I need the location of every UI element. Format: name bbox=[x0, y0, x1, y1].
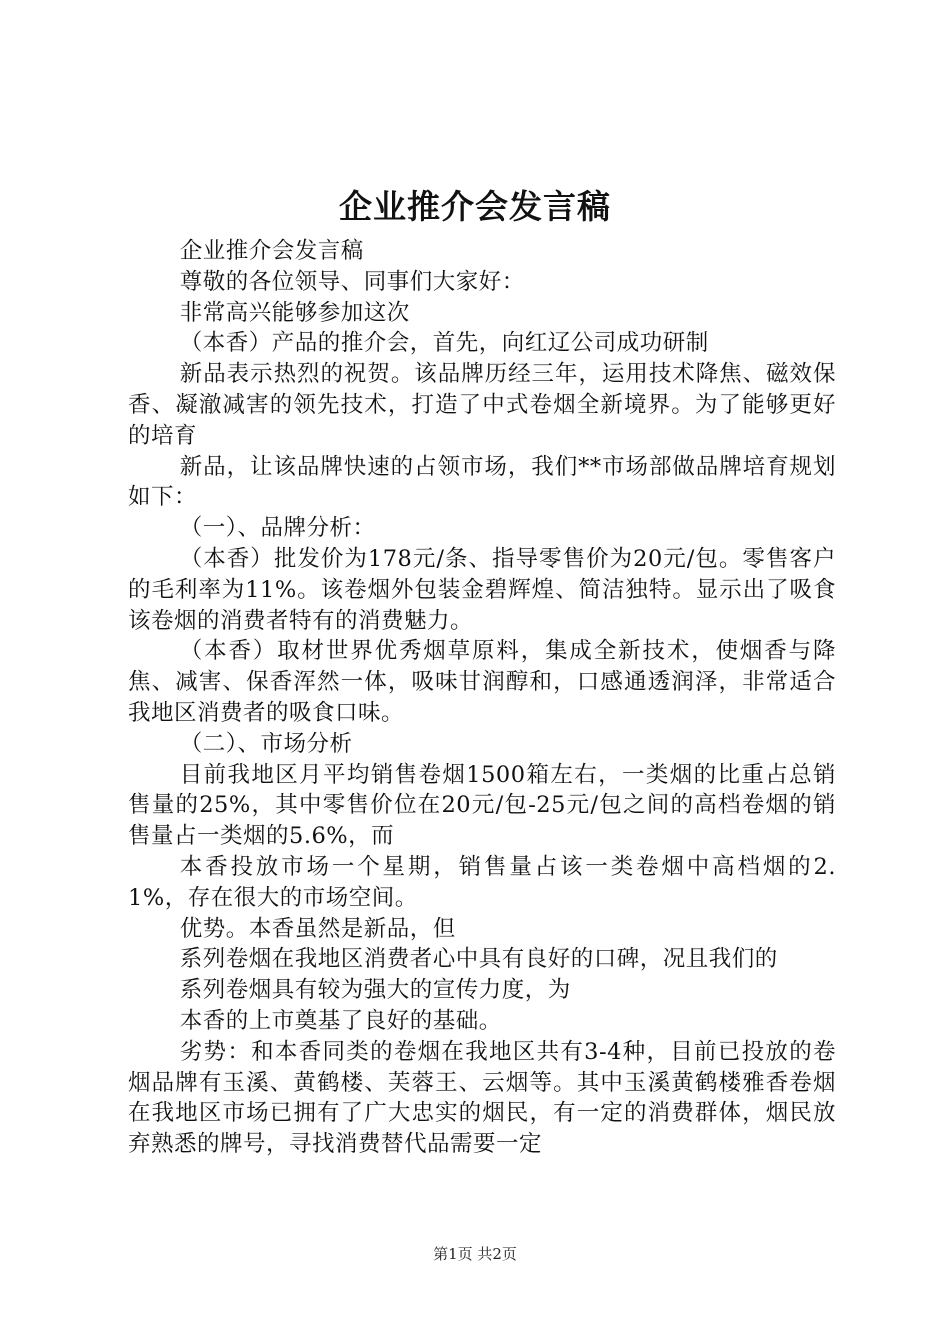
page-number: 第1页 bbox=[433, 1245, 473, 1263]
paragraph: （本香）批发价为178元/条、指导零售价为20元/包。零售客户的毛利率为11%。该卷烟外包装金碧辉煌、简洁独特。显示出了吸食该卷烟的消费者特有的消费魅力。 bbox=[128, 545, 836, 634]
paragraph: 新品，让该品牌快速的占领市场，我们**市场部做品牌培育规划如下： bbox=[128, 453, 836, 511]
paragraph: 劣势：和本香同类的卷烟在我地区共有3-4种，目前已投放的卷烟品牌有玉溪、黄鹤楼、芙蓉王、云烟等。其中玉溪黄鹤楼雅香卷烟在我地区市场已拥有了广大忠实的烟民，有一定的消费群体，烟民放弃熟悉的牌号，寻找消费替代品需要一定 bbox=[128, 1038, 836, 1158]
page-footer bbox=[0, 1243, 950, 1265]
paragraph: 优势。本香虽然是新品，但 bbox=[179, 915, 456, 942]
page-total: 共2页 bbox=[477, 1245, 517, 1263]
paragraph: 尊敬的各位领导、同事们大家好： bbox=[179, 268, 525, 295]
document-title: 企业推介会发言稿 bbox=[339, 187, 611, 226]
paragraph: （二）、市场分析 bbox=[179, 730, 353, 757]
paragraph: （本香）产品的推介会，首先，向红辽公司成功研制 bbox=[179, 330, 709, 357]
paragraph: （本香）取材世界优秀烟草原料，集成全新技术，使烟香与降焦、减害、保香浑然一体，吸味甘润醇和，口感通透润泽，非常适合我地区消费者的吸食口味。 bbox=[128, 638, 836, 726]
paragraph: 非常高兴能够参加这次 bbox=[179, 299, 410, 326]
paragraph: 目前我地区月平均销售卷烟1500箱左右，一类烟的比重占总销售量的25%，其中零售价位在20元/包-25元/包之间的高档卷烟的销售量占一类烟的5.6%，而 bbox=[128, 761, 836, 850]
paragraph: 系列卷烟具有较为强大的宣传力度，为 bbox=[179, 977, 571, 1004]
paragraph: 本香投放市场一个星期，销售量占该一类卷烟中高档烟的2.1%，存在很大的市场空间。 bbox=[128, 853, 836, 911]
paragraph: 企业推介会发言稿 bbox=[179, 238, 364, 264]
paragraph: （一）、品牌分析： bbox=[179, 515, 376, 542]
paragraph: 本香的上市奠基了良好的基础。 bbox=[179, 1007, 502, 1034]
document-body bbox=[128, 236, 836, 1160]
paragraph: 新品表示热烈的祝贺。该品牌历经三年，运用技术降焦、磁效保香、凝澈减害的领先技术，打造了中式卷烟全新境界。为了能够更好的培育 bbox=[128, 361, 836, 449]
paragraph: 系列卷烟在我地区消费者心中具有良好的口碑，况且我们的 bbox=[179, 946, 778, 973]
